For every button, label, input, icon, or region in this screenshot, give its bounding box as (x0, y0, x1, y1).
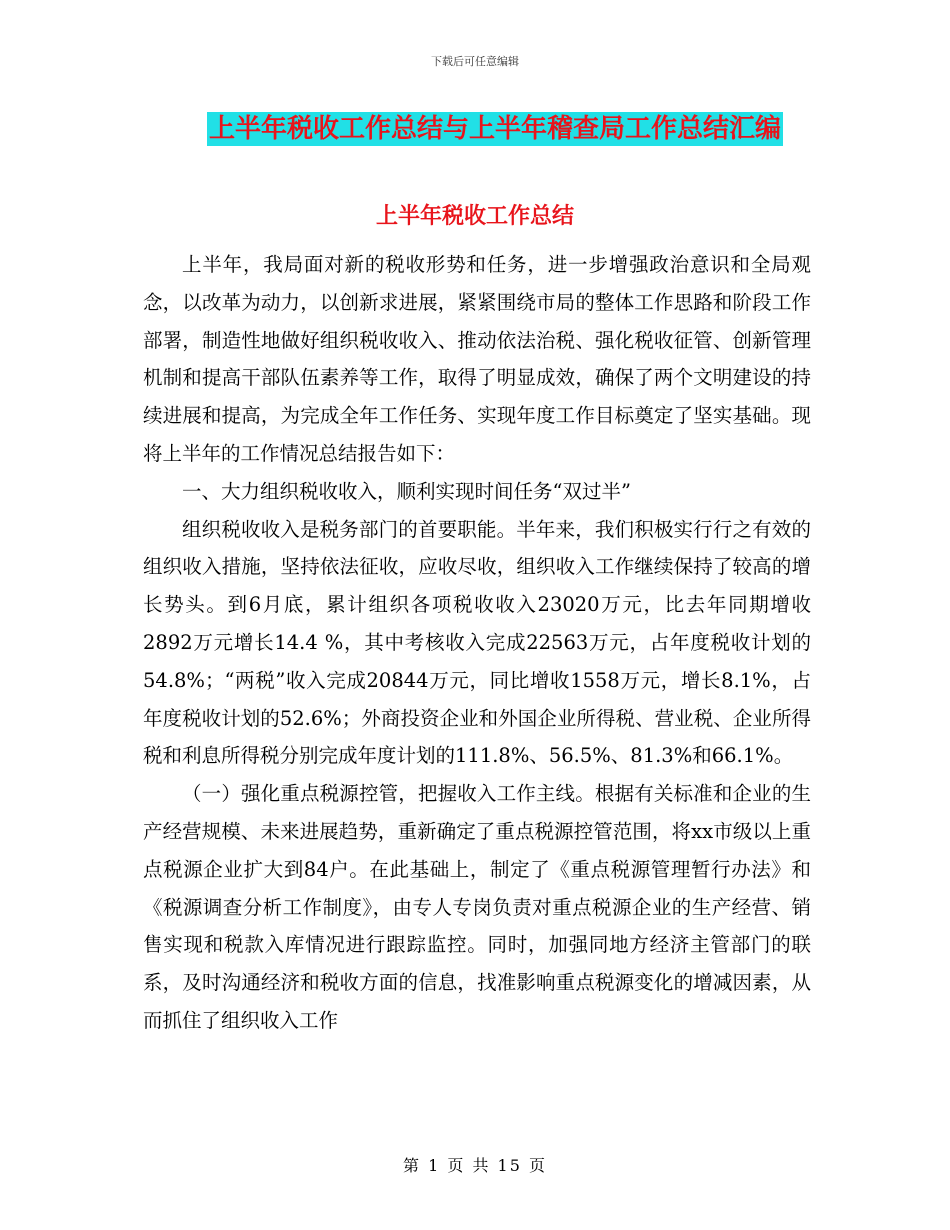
paragraph-key-tax-sources: （一）强化重点税源控管，把握收入工作主线。根据有关标准和企业的生产经营规模、未来进展趋势，重新确定了重点税源控管范围，将xx市级以上重点税源企业扩大到84户。在此基础上，制定了《重点税源管理暂行办法》和《税源调查分析工作制度》，由专人专岗负责对重点税源企业的生产经营、销售实现和税款入库情况进行跟踪监控。同时，加强同地方经济主管部门的联系，及时沟通经济和税收方面的信息，找准影响重点税源变化的增减因素，从而抓住了组织收入工作 (143, 782, 811, 1032)
section-title: 上半年税收工作总结 (375, 204, 574, 229)
header-note: 下载后可任意编辑 (431, 55, 519, 68)
paragraph-heading-one: 一、大力组织税收收入，顺利实现时间任务“双过半” (182, 479, 631, 503)
document-body (143, 246, 811, 1040)
document-main-title: 上半年税收工作总结与上半年稽查局工作总结汇编 (209, 114, 782, 144)
paragraph-revenue: 组织税收收入是税务部门的首要职能。半年来，我们积极实行行之有效的组织收入措施，坚持依法征收，应收尽收，组织收入工作继续保持了较高的增长势头。到6月底，累计组织各项税收收入23020万元，比去年同期增收2892万元增长14.4 %，其中考核收入完成22563万元，占年度税收计划的54.8%；“两税”收入完成20844万元，同比增收1558万元，增长8.1%，占年度税收计划的52.6%；外商投资企业和外国企业所得税、营业税、企业所得税和利息所得税分别完成年度计划的111.8%、56.5%、81.3%和66.1%。 (143, 517, 811, 768)
paragraph-intro: 上半年，我局面对新的税收形势和任务，进一步增强政治意识和全局观念，以改革为动力，以创新求进展，紧紧围绕市局的整体工作思路和阶段工作部署，制造性地做好组织税收收入、推动依法治税、强化税收征管、创新管理机制和提高干部队伍素养等工作，取得了明显成效，确保了两个文明建设的持续进展和提高，为完成全年工作任务、实现年度工作目标奠定了坚实基础。现将上半年的工作情况总结报告如下： (143, 253, 811, 465)
page-number: 第 1 页 共 15 页 (403, 1156, 547, 1175)
